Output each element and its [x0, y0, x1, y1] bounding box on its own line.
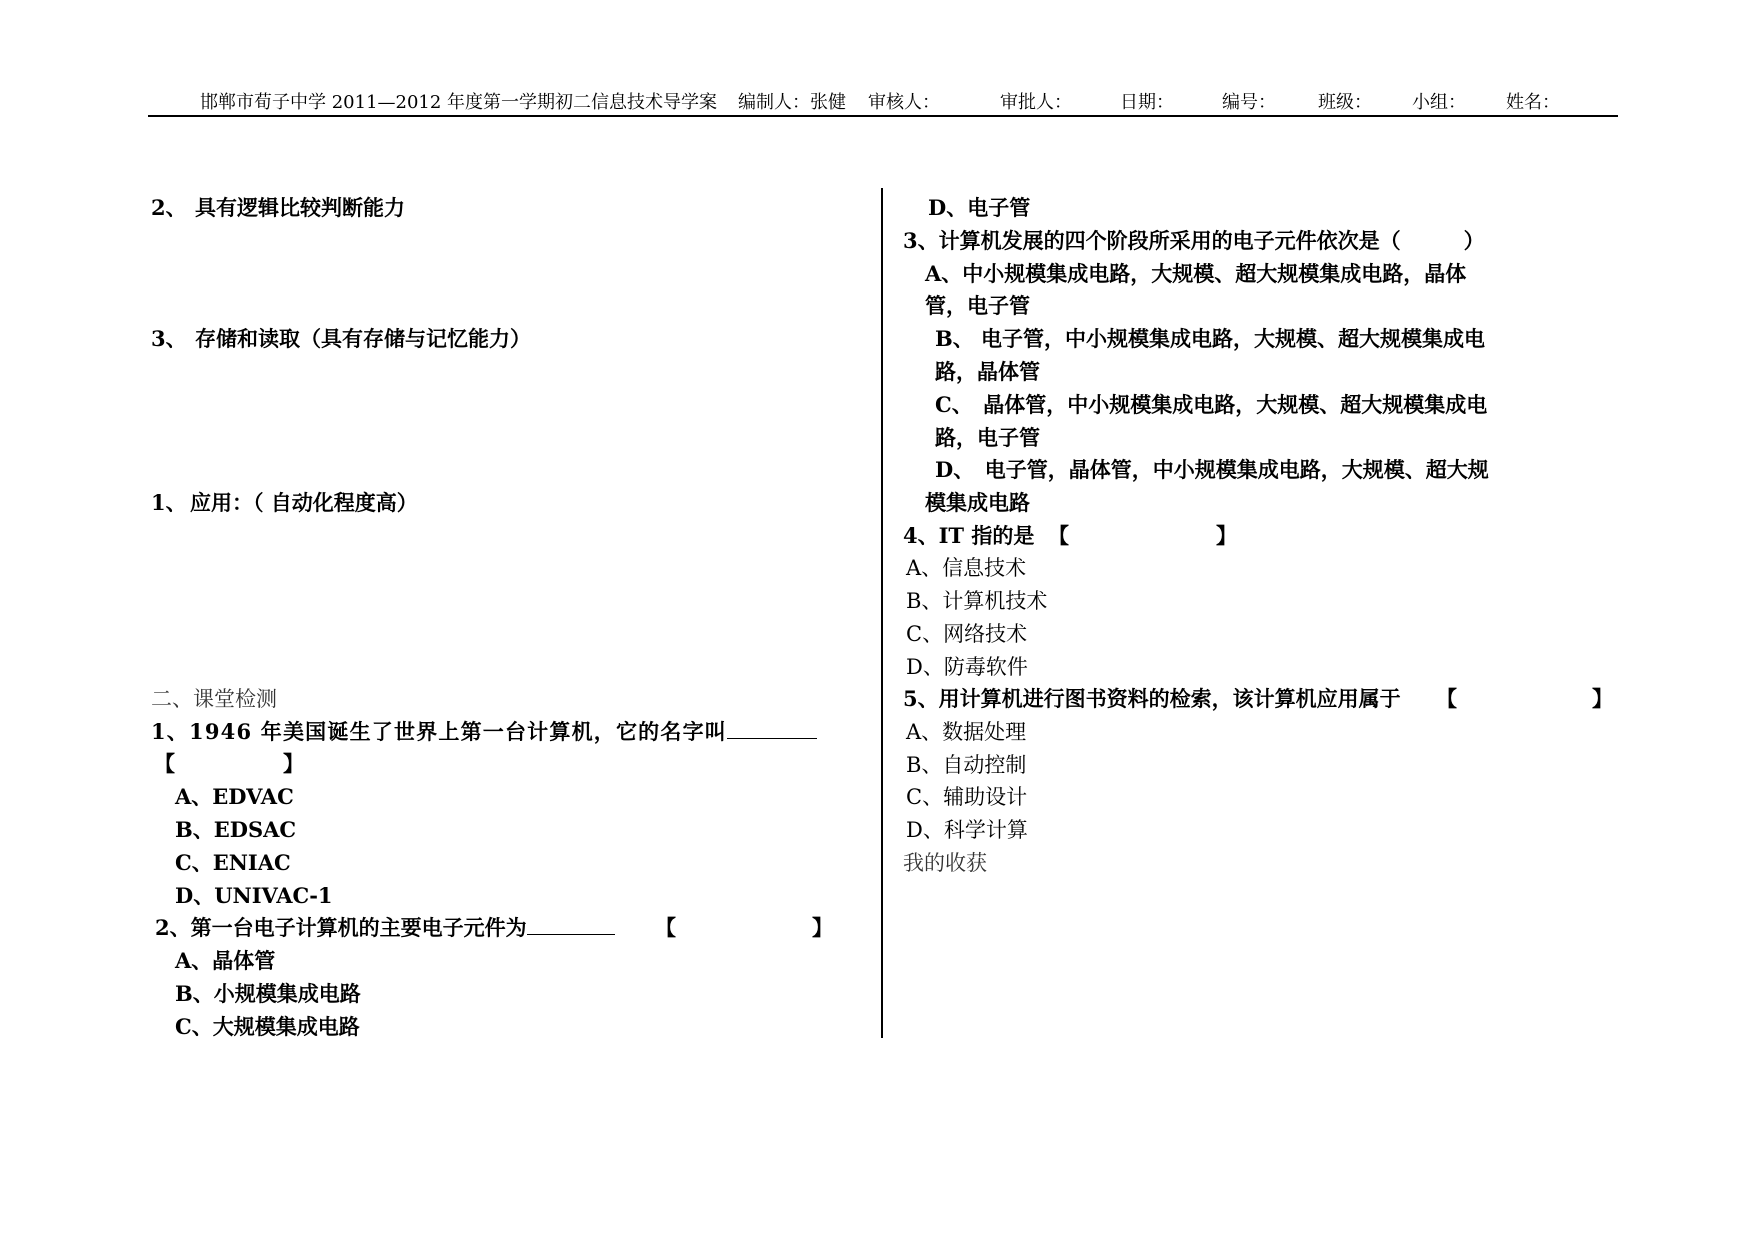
question-2-bracket-close: 】 — [812, 915, 833, 940]
question-4-option-d: D、防毒软件 — [906, 655, 1028, 679]
header-rule — [148, 115, 1618, 117]
question-1 — [151, 716, 817, 746]
question-4-text: 4、IT 指的是 — [903, 523, 1035, 548]
item-1-number: 1、 — [151, 490, 187, 515]
question-4-option-b: B、计算机技术 — [906, 589, 1048, 613]
class-label: 班级： — [1318, 92, 1372, 113]
editor-label: 编制人：张健 — [738, 92, 846, 113]
question-1-text: 1、1946 年美国诞生了世界上第一台计算机，它的名字叫 — [151, 719, 727, 744]
question-1-option-b: B、EDSAC — [175, 817, 297, 842]
question-3-option-c-line1: C、 晶体管，中小规模集成电路，大规模、超大规模集成电 — [935, 392, 1488, 417]
question-1-blank[interactable] — [727, 718, 817, 739]
approver-label: 审批人： — [1000, 92, 1072, 113]
section-title: 二、课堂检测 — [151, 687, 277, 711]
question-2-option-a: A、晶体管 — [175, 948, 276, 973]
question-5-option-b: B、自动控制 — [906, 753, 1027, 777]
question-5-option-c: C、辅助设计 — [906, 785, 1028, 809]
column-divider — [881, 188, 883, 1038]
item-3-text: 存储和读取（具有存储与记忆能力） — [195, 326, 531, 351]
question-4-option-a: A、信息技术 — [906, 556, 1027, 580]
question-2-bracket-open: 【 — [655, 915, 676, 940]
question-2-text: 2、第一台电子计算机的主要电子元件为 — [155, 915, 527, 940]
question-2-blank[interactable] — [527, 914, 615, 935]
question-5-bracket-close: 】 — [1592, 686, 1613, 711]
question-3-option-d-line2: 模集成电路 — [925, 490, 1030, 515]
question-2 — [155, 912, 615, 942]
item-3-number: 3、 — [151, 326, 187, 351]
school-title: 邯郸市荀子中学 2011—2012 年度第一学期初二信息技术导学案 — [200, 92, 718, 113]
question-5-option-d: D、科学计算 — [906, 818, 1028, 842]
question-3-option-b-line2: 路，晶体管 — [935, 359, 1040, 384]
question-2-option-c: C、大规模集成电路 — [175, 1014, 360, 1039]
question-5-bracket-open: 【 — [1436, 686, 1457, 711]
item-1-text: 应用：（ 自动化程度高） — [190, 490, 418, 515]
question-3-option-a-line1: A、中小规模集成电路，大规模、超大规模集成电路，晶体 — [925, 261, 1467, 286]
question-1-option-d: D、UNIVAC-1 — [175, 883, 333, 908]
question-1-bracket-open: 【 — [154, 751, 175, 776]
question-3-option-b-line1: B、 电子管，中小规模集成电路，大规模、超大规模集成电 — [935, 326, 1486, 351]
question-3-option-d-line1: D、 电子管，晶体管，中小规模集成电路，大规模、超大规 — [935, 457, 1489, 482]
group-label: 小组： — [1412, 92, 1466, 113]
number-label: 编号： — [1222, 92, 1276, 113]
question-4-bracket-open: 【 — [1048, 523, 1069, 548]
question-3-option-a-line2: 管，电子管 — [925, 293, 1030, 318]
question-3-option-c-line2: 路，电子管 — [935, 425, 1040, 450]
harvest-heading: 我的收获 — [903, 851, 987, 875]
item-2-number: 2、 — [151, 195, 187, 220]
question-1-bracket-close: 】 — [283, 751, 304, 776]
question-3-text: 3、计算机发展的四个阶段所采用的电子元件依次是（ ） — [903, 228, 1485, 253]
item-2-text: 具有逻辑比较判断能力 — [195, 195, 405, 220]
reviewer-label: 审核人： — [868, 92, 940, 113]
question-2-option-b: B、小规模集成电路 — [175, 981, 361, 1006]
question-1-option-c: C、ENIAC — [175, 850, 291, 875]
question-5-option-a: A、数据处理 — [906, 720, 1027, 744]
question-1-option-a: A、EDVAC — [175, 784, 294, 809]
question-4-option-c: C、网络技术 — [906, 622, 1028, 646]
date-label: 日期： — [1120, 92, 1174, 113]
question-4-bracket-close: 】 — [1216, 523, 1237, 548]
question-2-option-d: D、电子管 — [928, 195, 1031, 220]
question-5-text: 5、用计算机进行图书资料的检索，该计算机应用属于 — [903, 686, 1401, 711]
name-label: 姓名： — [1506, 92, 1560, 113]
